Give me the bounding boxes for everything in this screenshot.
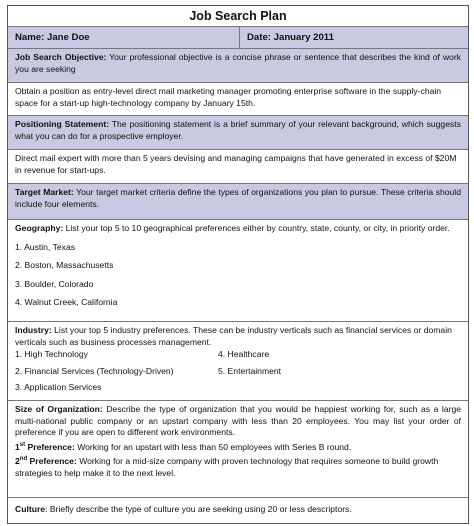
- list-item: 2. Financial Services (Technology-Driven): [15, 365, 174, 376]
- title-row: [8, 6, 468, 27]
- geography-label: Geography:: [15, 223, 64, 233]
- objective-body: [8, 83, 468, 116]
- target-description: Your target market criteria define the types of organizations you plan to pursue. These criteria should include four elements.: [15, 187, 461, 209]
- positioning-description: The positioning statement is a brief summary of your relevant background, which suggests what you can do for a prospective employer.: [15, 119, 461, 141]
- positioning-label: Positioning Statement:: [15, 119, 110, 129]
- industry-description: List your top 5 industry preferences. These can be industry verticals such as financial services or domain verticals such as business processes management.: [15, 325, 452, 347]
- objective-answer: Obtain a position as entry-level direct mail marketing manager promoting enterprise software in the supply-chain space for a start-up high-technology company by January 15th.: [15, 86, 442, 108]
- list-item: 3. Application Services: [15, 382, 102, 393]
- objective-header: [8, 49, 468, 83]
- list-item: 5. Entertainment: [218, 365, 282, 376]
- size-of-organization-section: [8, 401, 468, 498]
- size-label: Size of Organization:: [15, 404, 103, 414]
- target-label: Target Market:: [15, 187, 74, 197]
- name-date-row: [8, 27, 468, 49]
- list-item: 3. Boulder, Colorado: [15, 278, 94, 289]
- second-preference: 2nd Preference: Working for a mid-size company with proven technology that requires someone to build growth strategies to help make it to the next level.: [15, 456, 439, 478]
- positioning-body: [8, 150, 468, 184]
- industry-column-2: [218, 349, 281, 377]
- industry-list: [15, 349, 461, 394]
- list-item: 1. Austin, Texas: [15, 241, 76, 252]
- list-item: 4. Walnut Creek, California: [15, 297, 118, 308]
- objective-description: Your professional objective is a concise phrase or sentence that describes the kind of work you are seeking: [15, 52, 461, 74]
- job-search-plan-document: [7, 5, 469, 524]
- list-item: 1. High Technology: [15, 349, 88, 360]
- positioning-answer: Direct mail expert with more than 5 years devising and managing campaigns that have generated in excess of $20M in revenue for start-ups.: [15, 153, 457, 175]
- document-title: Job Search Plan: [189, 9, 287, 23]
- size-description: Describe the type of organization that you would be happiest working for, such as a large multi-national public company or an upstart company with less than 20 employees. You may list your order of preference if you are open to different work environments.: [15, 404, 462, 438]
- positioning-header: [8, 116, 468, 150]
- culture-description: : Briefly describe the type of culture you are seeking using 20 or less descriptors.: [45, 504, 352, 514]
- list-item: 2. Boston, Massachusetts: [15, 260, 114, 271]
- list-item: 4. Healthcare: [218, 349, 270, 360]
- name-field: Name: Jane Doe: [8, 27, 240, 48]
- culture-label: Culture: [15, 504, 46, 514]
- geography-description: List your top 5 to 10 geographical preferences either by country, state, county, or city, in priority order.: [63, 223, 450, 233]
- first-preference: 1st Preference: Working for an upstart with less than 50 employees with Series B round.: [15, 441, 352, 452]
- industry-label: Industry:: [15, 325, 52, 335]
- objective-label: Job Search Objective:: [15, 52, 107, 62]
- geography-section: [8, 220, 468, 322]
- industry-section: [8, 322, 468, 401]
- date-field: Date: January 2011: [247, 32, 334, 43]
- culture-section: [8, 498, 468, 523]
- target-market-header: [8, 184, 468, 220]
